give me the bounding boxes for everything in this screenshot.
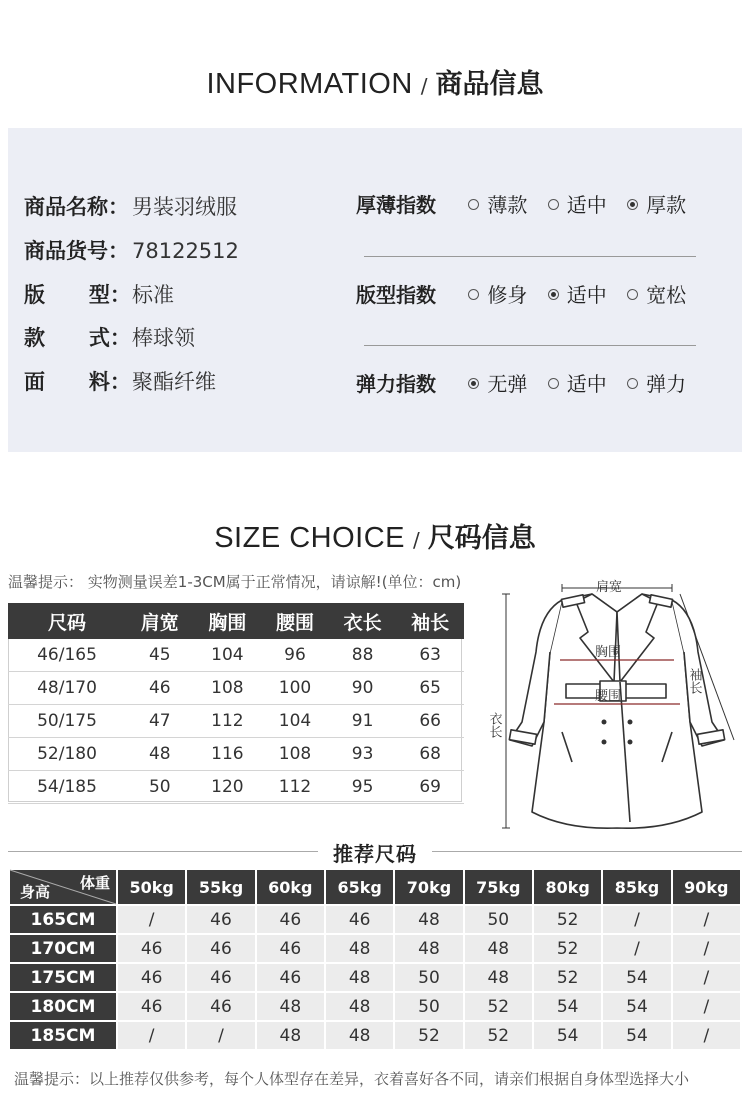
table-cell: 112	[261, 771, 329, 804]
info-row-name	[24, 191, 237, 221]
bottom-note: 温馨提示：以上推荐仅供参考，每个人体型存在差异，衣着喜好各不同，请亲们根据自身体型选择大小	[14, 1070, 690, 1088]
table-cell: 50	[395, 964, 462, 991]
table-cell: 46	[118, 935, 185, 962]
table-cell: 46	[187, 964, 254, 991]
table-cell: 48	[465, 964, 532, 991]
option-thin	[468, 189, 527, 218]
table-cell: 54/185	[8, 771, 126, 804]
recommend-header	[10, 870, 740, 904]
height-cell: 185CM	[10, 1022, 116, 1049]
info-row-sku	[24, 235, 239, 265]
table-cell: 45	[126, 639, 194, 672]
table-cell: 47	[126, 705, 194, 738]
table-cell: 65	[396, 672, 464, 705]
recommend-title: 推荐尺码	[333, 842, 417, 866]
coat-diagram	[486, 572, 742, 838]
radio-unchecked-icon	[627, 289, 638, 300]
table-cell: 46	[118, 993, 185, 1020]
table-cell: 48	[326, 1022, 393, 1049]
table-row	[8, 639, 464, 672]
table-cell: 52	[465, 993, 532, 1020]
option-regular	[548, 279, 607, 308]
height-cell: 170CM	[10, 935, 116, 962]
weight-col: 60kg	[257, 870, 324, 904]
information-title	[0, 62, 750, 101]
table-cell: 68	[396, 738, 464, 771]
height-cell: 180CM	[10, 993, 116, 1020]
table-row	[10, 1022, 740, 1049]
table-cell: 66	[396, 705, 464, 738]
information-title-en: INFORMATION	[206, 68, 413, 100]
table-cell: 90	[329, 672, 397, 705]
info-label: 商品货号：	[24, 239, 129, 263]
stretch-index	[356, 368, 700, 397]
header-shoulder: 肩宽	[126, 603, 194, 639]
info-label: 版 型：	[24, 283, 131, 307]
table-cell: 46	[326, 906, 393, 933]
table-cell: 46	[257, 964, 324, 991]
weight-col: 50kg	[118, 870, 185, 904]
table-cell: 104	[194, 639, 262, 672]
table-row	[10, 964, 740, 991]
radio-checked-icon	[627, 199, 638, 210]
table-cell: 48	[257, 993, 324, 1020]
table-cell: /	[118, 906, 185, 933]
table-cell: 50	[395, 993, 462, 1020]
table-row	[8, 771, 464, 804]
height-cell: 175CM	[10, 964, 116, 991]
weight-col: 80kg	[534, 870, 601, 904]
table-cell: 91	[329, 705, 397, 738]
weight-col: 75kg	[465, 870, 532, 904]
info-value: 标准	[132, 283, 174, 307]
size-choice-title	[0, 516, 750, 555]
table-row	[10, 993, 740, 1020]
table-row	[8, 738, 464, 771]
option-medium-stretch	[548, 368, 607, 397]
table-cell: 120	[194, 771, 262, 804]
info-row-fabric	[24, 366, 216, 396]
option-medium	[548, 189, 607, 218]
table-cell: /	[118, 1022, 185, 1049]
table-cell: 93	[329, 738, 397, 771]
option-thick	[627, 189, 686, 218]
table-cell: 96	[261, 639, 329, 672]
header-length: 衣长	[329, 603, 397, 639]
table-cell: 48	[326, 964, 393, 991]
table-cell: 69	[396, 771, 464, 804]
table-cell: 54	[534, 1022, 601, 1049]
size-table	[8, 603, 464, 804]
table-cell: 46	[257, 906, 324, 933]
table-cell: 46	[257, 935, 324, 962]
index-label: 厚薄指数	[356, 193, 436, 217]
table-cell: 54	[603, 964, 670, 991]
option-label: 弹力	[646, 372, 687, 396]
table-cell: 52/180	[8, 738, 126, 771]
option-label: 宽松	[646, 283, 687, 307]
table-cell: /	[673, 906, 740, 933]
option-label: 适中	[566, 193, 607, 217]
option-slim	[468, 279, 527, 308]
weight-label: 体重	[79, 874, 110, 892]
table-cell: 50	[126, 771, 194, 804]
info-label: 商品名称：	[24, 195, 129, 219]
table-row	[10, 935, 740, 962]
table-cell: 46	[118, 964, 185, 991]
corner-cell	[10, 870, 116, 904]
option-label: 适中	[566, 372, 607, 396]
radio-checked-icon	[468, 378, 479, 389]
table-cell: 88	[329, 639, 397, 672]
option-label: 适中	[566, 283, 607, 307]
table-cell: 48	[257, 1022, 324, 1049]
chest-label: 胸围	[595, 645, 622, 660]
info-row-fit	[24, 279, 174, 309]
index-label: 版型指数	[356, 283, 436, 307]
option-label: 修身	[487, 283, 528, 307]
thickness-index	[356, 189, 700, 218]
info-value: 聚酯纤维	[132, 370, 216, 394]
table-cell: 48	[465, 935, 532, 962]
table-cell: /	[603, 935, 670, 962]
table-cell: 50/175	[8, 705, 126, 738]
radio-unchecked-icon	[468, 289, 479, 300]
table-cell: 52	[465, 1022, 532, 1049]
table-cell: 46	[187, 906, 254, 933]
height-label: 身高	[20, 883, 51, 901]
index-label: 弹力指数	[356, 372, 436, 396]
shoulder-label: 肩宽	[596, 580, 623, 595]
header-size: 尺码	[8, 603, 126, 639]
table-row	[10, 906, 740, 933]
table-cell: 48	[395, 935, 462, 962]
table-cell: 46	[126, 672, 194, 705]
info-value: 78122512	[132, 239, 239, 263]
table-cell: 52	[534, 906, 601, 933]
table-cell: 63	[396, 639, 464, 672]
title-separator: /	[413, 528, 420, 552]
radio-checked-icon	[548, 289, 559, 300]
height-cell: 165CM	[10, 906, 116, 933]
size-table-header	[8, 603, 464, 639]
table-cell: 48	[126, 738, 194, 771]
radio-unchecked-icon	[468, 199, 479, 210]
header-sleeve: 袖长	[396, 603, 464, 639]
table-cell: 46/165	[8, 639, 126, 672]
divider	[364, 345, 696, 346]
option-stretch	[627, 368, 686, 397]
table-cell: 48	[326, 993, 393, 1020]
size-note: 温馨提示： 实物测量误差1-3CM属于正常情况，请谅解!(单位：cm)	[8, 573, 462, 591]
header-waist: 腰围	[261, 603, 329, 639]
option-label: 厚款	[646, 193, 687, 217]
table-cell: 116	[194, 738, 262, 771]
table-cell: /	[673, 964, 740, 991]
table-cell: 54	[603, 993, 670, 1020]
header-chest: 胸围	[194, 603, 262, 639]
option-label: 薄款	[487, 193, 528, 217]
divider	[364, 256, 696, 257]
table-cell: 52	[534, 935, 601, 962]
table-cell: /	[673, 993, 740, 1020]
table-cell: 50	[465, 906, 532, 933]
table-cell: 54	[603, 1022, 670, 1049]
title-separator: /	[420, 74, 428, 98]
radio-unchecked-icon	[548, 199, 559, 210]
info-row-style	[24, 322, 195, 352]
table-cell: 95	[329, 771, 397, 804]
size-choice-title-en: SIZE CHOICE	[214, 522, 406, 554]
radio-unchecked-icon	[627, 378, 638, 389]
option-loose	[627, 279, 686, 308]
information-title-cn: 商品信息	[435, 69, 544, 100]
info-label: 面 料：	[24, 370, 131, 394]
weight-col: 90kg	[673, 870, 740, 904]
table-cell: 46	[187, 935, 254, 962]
table-cell: 112	[194, 705, 262, 738]
table-cell: /	[673, 1022, 740, 1049]
table-cell: /	[673, 935, 740, 962]
table-cell: /	[187, 1022, 254, 1049]
weight-col: 55kg	[187, 870, 254, 904]
option-label: 无弹	[487, 372, 528, 396]
table-cell: 100	[261, 672, 329, 705]
sleeve-label: 袖长	[686, 668, 702, 694]
table-cell: 52	[395, 1022, 462, 1049]
table-cell: 48	[395, 906, 462, 933]
table-cell: 108	[194, 672, 262, 705]
table-cell: 46	[187, 993, 254, 1020]
table-cell: 48/170	[8, 672, 126, 705]
waist-label: 腰围	[595, 689, 622, 704]
table-row	[8, 705, 464, 738]
info-value: 棒球领	[132, 326, 195, 350]
weight-col: 85kg	[603, 870, 670, 904]
weight-col: 70kg	[395, 870, 462, 904]
table-cell: 104	[261, 705, 329, 738]
table-cell: /	[603, 906, 670, 933]
fit-index	[356, 279, 700, 308]
recommend-table	[8, 868, 742, 1051]
option-no-stretch	[468, 368, 527, 397]
weight-col: 65kg	[326, 870, 393, 904]
table-cell: 48	[326, 935, 393, 962]
table-cell: 108	[261, 738, 329, 771]
info-value: 男装羽绒服	[132, 195, 237, 219]
radio-unchecked-icon	[548, 378, 559, 389]
length-label: 衣长	[486, 712, 502, 738]
size-choice-title-cn: 尺码信息	[427, 523, 536, 554]
table-row	[8, 672, 464, 705]
table-cell: 54	[534, 993, 601, 1020]
info-label: 款 式：	[24, 326, 131, 350]
table-cell: 52	[534, 964, 601, 991]
